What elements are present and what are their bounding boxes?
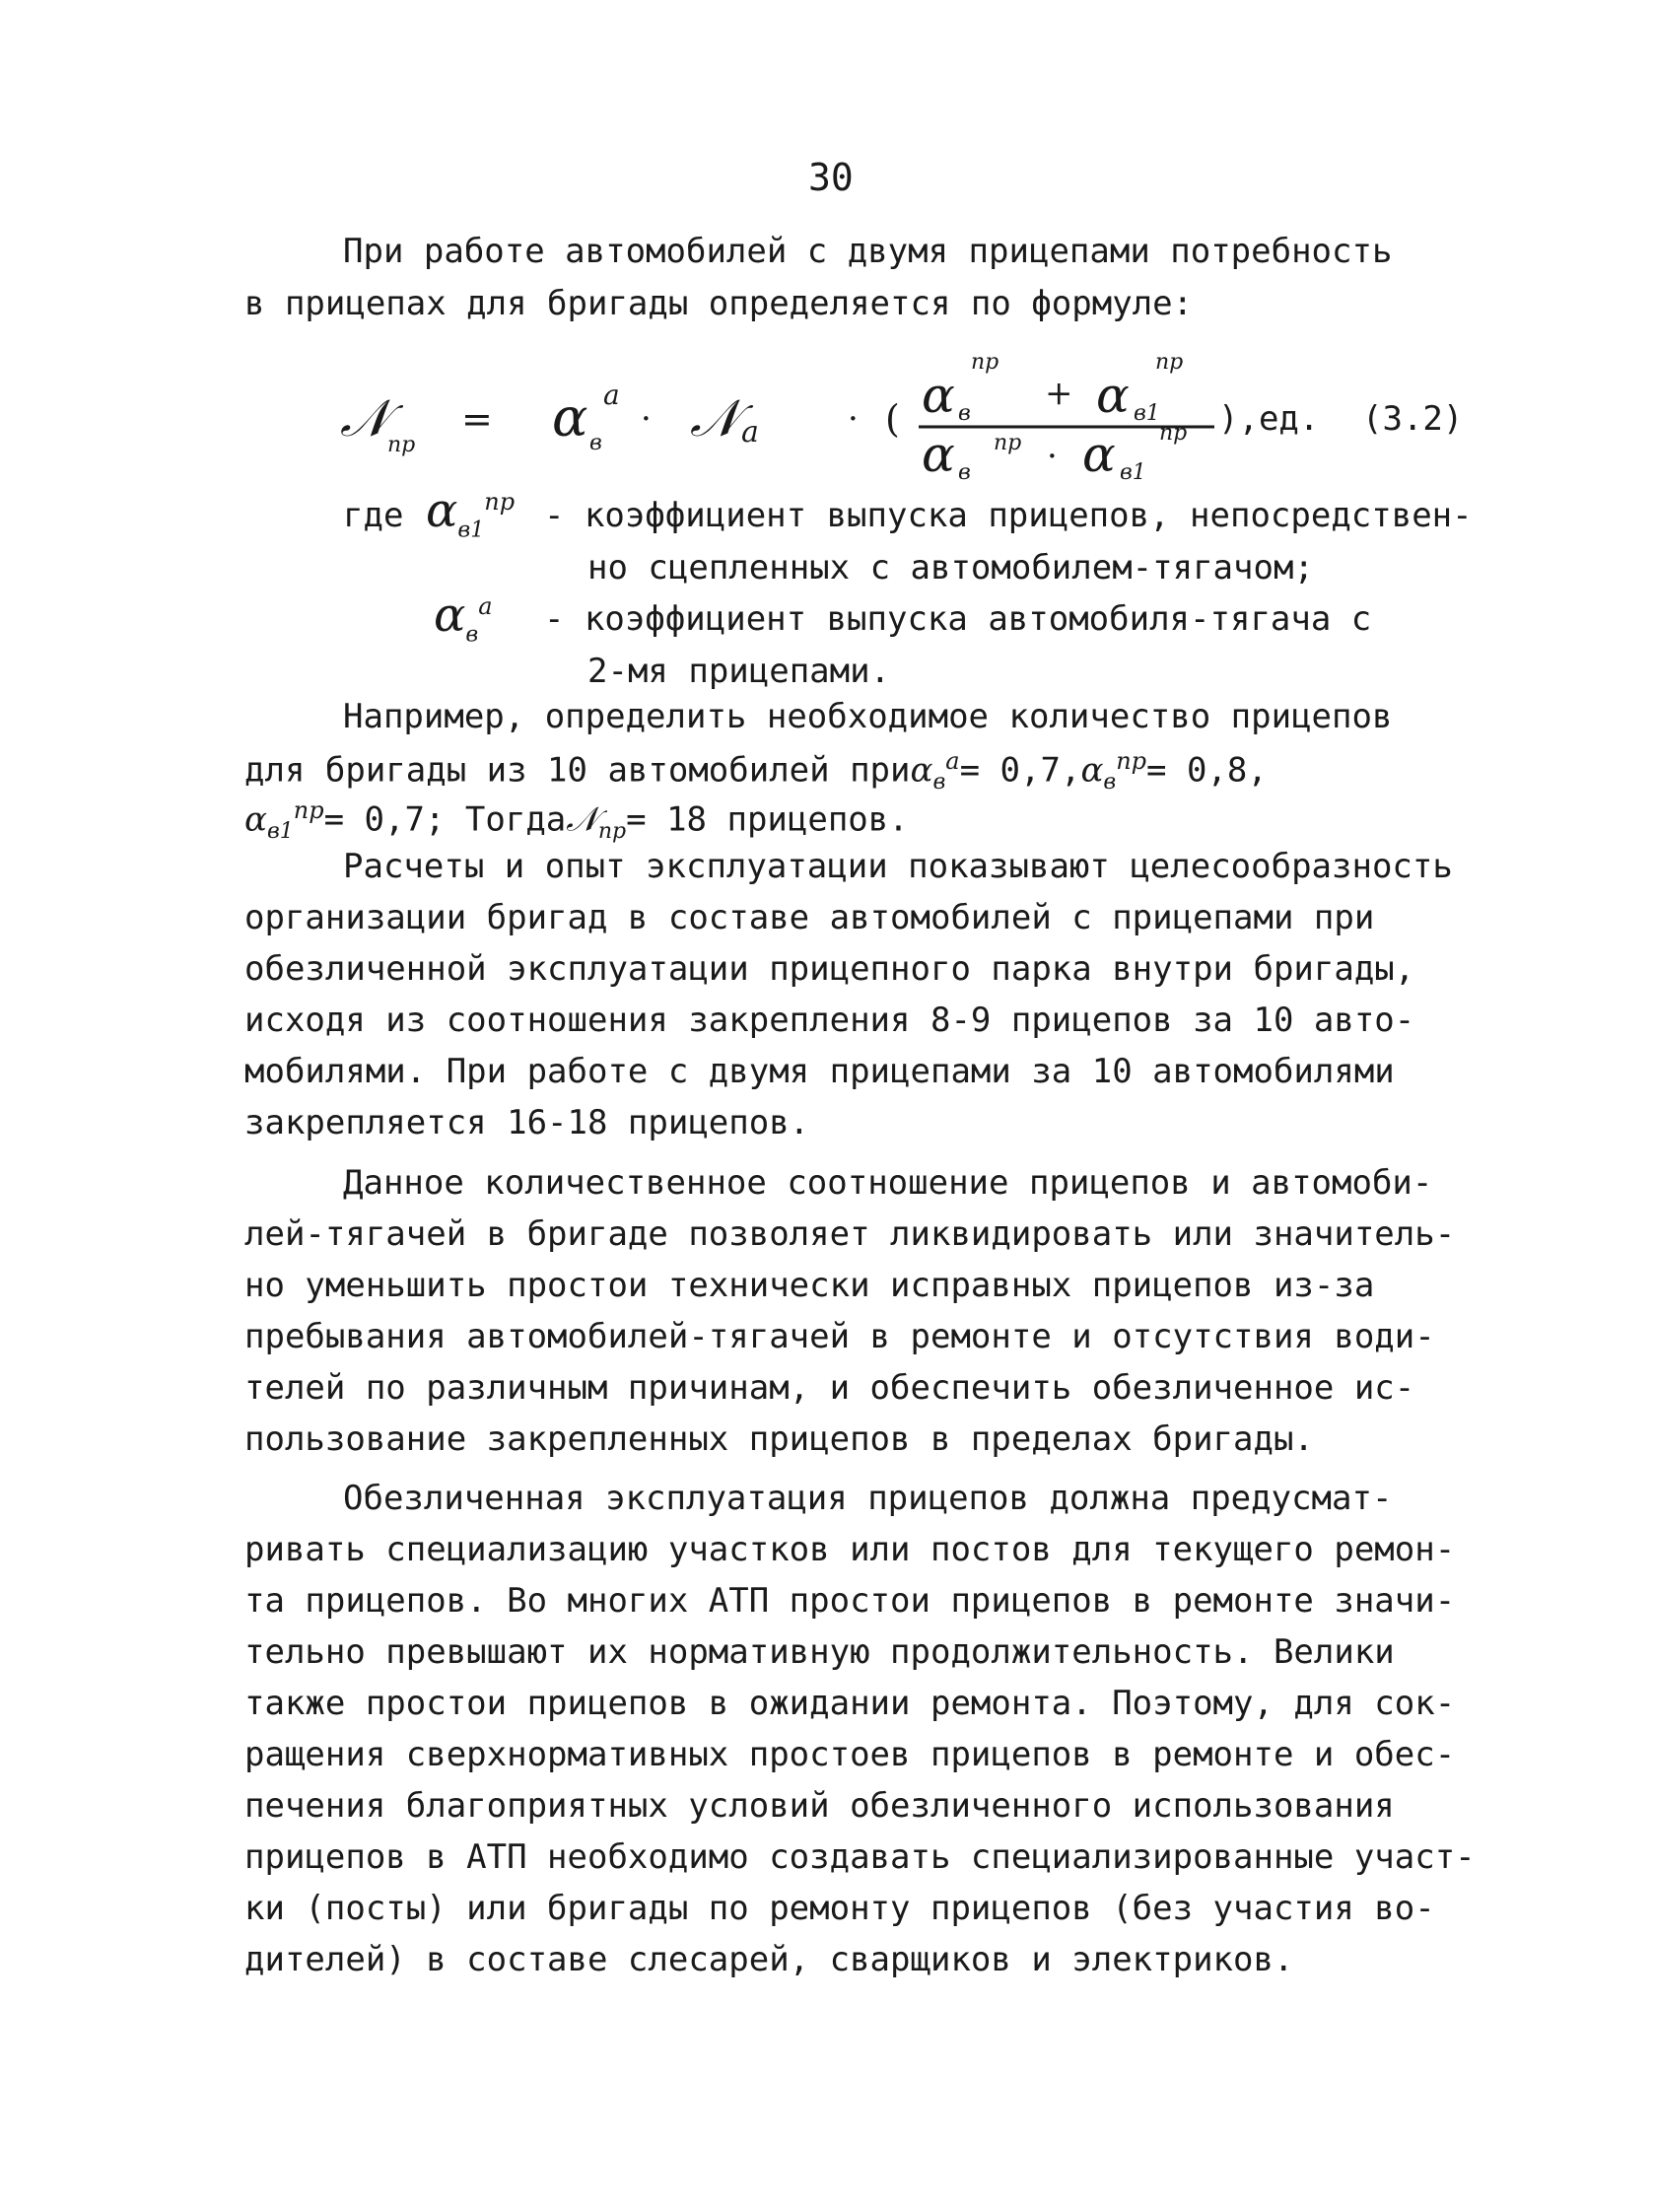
example-line-2: для бригады из 10 автомобилей $при\alpha_в^a= 0,7,\alpha_в^{пр}= 0,8$, [244, 747, 1268, 795]
paragraph-1-line-1: Расчеты и опыт эксплуатации показывают целесообразность [343, 847, 1453, 886]
paragraph-1-line-5: мобилями. При работе с двумя прицепами за 10 автомобилями [244, 1052, 1395, 1091]
formula-den-right-sub: в1 [1120, 460, 1146, 485]
formula-den-dot: · [1047, 437, 1058, 476]
paragraph-3-line-10: дителей) в составе слесарей, сварщиков и электриков. [244, 1940, 1294, 1979]
formula-num-left: α [922, 367, 955, 424]
intro-line-2: в прицепах для бригады определяется по формуле: [244, 284, 1194, 323]
paragraph-1-line-3: обезличенной эксплуатации прицепного парка внутри бригады, [244, 949, 1415, 989]
formula-den-left: α [922, 426, 955, 483]
where-def2-line-2: 2-мя прицепами. [587, 652, 891, 691]
paragraph-1-line-4: исходя из соотношения закрепления 8-9 прицепов за 10 авто- [244, 1001, 1415, 1040]
formula-equals: = [461, 397, 493, 441]
formula-dot-1: · [641, 399, 652, 439]
formula-num-right: α [1096, 367, 1130, 424]
paragraph-2-line-5: телей по различным причинам, и обеспечить обезличенное ис- [244, 1368, 1415, 1408]
paragraph-3-line-1: Обезличенная эксплуатация прицепов должна предусмат- [343, 1479, 1393, 1518]
formula-plus: + [1045, 374, 1073, 413]
paragraph-1-line-6: закрепляется 16-18 прицепов. [244, 1103, 810, 1142]
paragraph-3-line-4: тельно превышают их нормативную продолжительность. Велики [244, 1632, 1395, 1672]
example-line-3: $\alpha_{в1}^{пр}= 0,7$; Тогда𝒩$_{пр}$= 18 прицепов. [244, 796, 909, 845]
paragraph-2-line-3: но уменьшить простои технически исправных прицепов из-за [244, 1266, 1375, 1305]
formula-num-left-sup: пр [971, 350, 999, 375]
formula-unit: ),ед. [1218, 399, 1320, 439]
where-def1-line-2: но сцепленных с автомобилем-тягачом; [587, 548, 1314, 588]
formula-open-paren: ( [885, 397, 900, 441]
formula-den-right: α [1082, 426, 1116, 483]
where-word: где [343, 496, 404, 535]
formula-den-left-sub: в [958, 460, 971, 485]
paragraph-2-line-1: Данное количественное соотношение прицепов и автомоби- [343, 1163, 1433, 1203]
paragraph-2-line-6: пользование закрепленных прицепов в пределах бригады. [244, 1419, 1314, 1459]
where-def1-symbol: $\alpha_{в1}^{пр}$ [426, 483, 516, 543]
formula-3-2 [0, 0, 1653, 513]
formula-n-sub: a [741, 415, 759, 449]
formula-num-right-sup: пр [1155, 350, 1184, 375]
formula-alpha-a: α [552, 386, 588, 449]
page-number: 30 [808, 156, 854, 199]
where-def1-line-1: - коэффициент выпуска прицепов, непосредствен- [544, 496, 1473, 535]
formula-number: (3.2) [1362, 399, 1464, 439]
paragraph-3-line-7: печения благоприятных условий обезличенного использования [244, 1786, 1395, 1826]
formula-dot-2: · [848, 399, 859, 439]
paragraph-2-line-4: пребывания автомобилей-тягачей в ремонте и отсутствия води- [244, 1317, 1435, 1356]
where-def2-symbol: $\alpha_в^a$ [434, 588, 493, 648]
formula-lhs-sub: пр [387, 433, 416, 457]
formula-lhs-symbol: 𝒩 [340, 389, 389, 449]
formula-alpha-a-sub: в [589, 431, 602, 455]
paragraph-3-line-8: прицепов в АТП необходимо создавать специализированные участ- [244, 1837, 1476, 1877]
where-def2-line-1: - коэффициент выпуска автомобиля-тягача с [544, 599, 1372, 639]
formula-num-left-sub: в [958, 401, 971, 426]
paragraph-3-line-3: та прицепов. Во многих АТП простои прицепов в ремонте значи- [244, 1581, 1456, 1621]
paragraph-3-line-2: ривать специализацию участков или постов для текущего ремон- [244, 1530, 1456, 1569]
intro-line-1: При работе автомобилей с двумя прицепами потребность [343, 232, 1393, 271]
paragraph-2-line-2: лей-тягачей в бригаде позволяет ликвидировать или значитель- [244, 1214, 1456, 1254]
example-line-1: Например, определить необходимое количество прицепов [343, 697, 1393, 736]
paragraph-1-line-2: организации бригад в составе автомобилей с прицепами при [244, 898, 1375, 937]
formula-num-right-sub: в1 [1134, 401, 1160, 426]
paragraph-3-line-6: ращения сверхнормативных простоев прицепов в ремонте и обес- [244, 1735, 1456, 1774]
formula-alpha-a-sup: a [603, 379, 620, 411]
formula-n-symbol: 𝒩 [690, 389, 739, 449]
formula-den-right-sup: пр [1159, 421, 1188, 446]
paragraph-3-line-9: ки (посты) или бригады по ремонту прицепов (без участия во- [244, 1889, 1435, 1928]
formula-den-left-sup: пр [994, 431, 1022, 455]
paragraph-3-line-5: также простои прицепов в ожидании ремонта. Поэтому, для сок- [244, 1684, 1456, 1723]
